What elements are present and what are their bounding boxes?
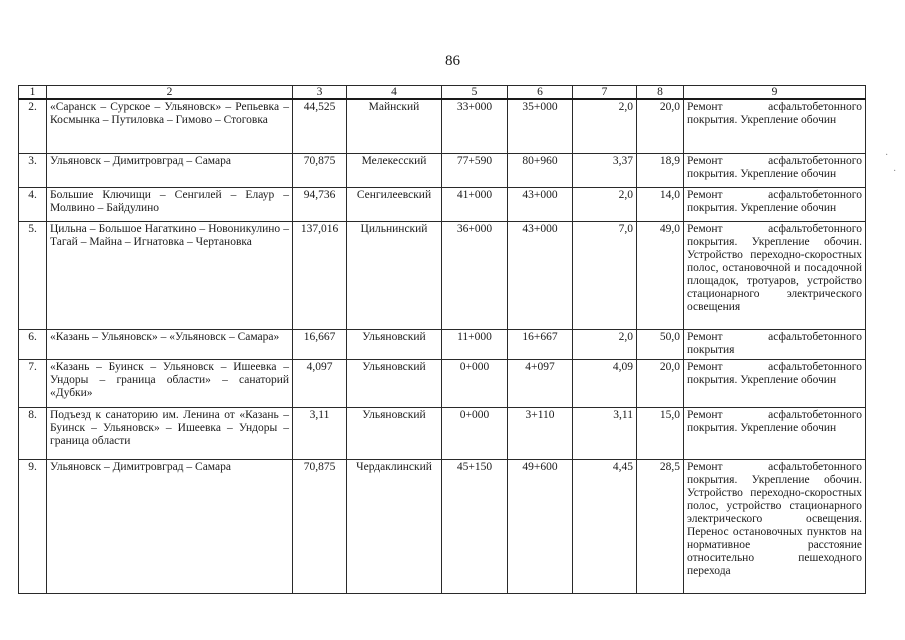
- section-length: 2,0: [573, 99, 637, 153]
- scan-mark: ·: [893, 166, 897, 177]
- header-cell-4: 4: [347, 86, 442, 100]
- end-km: 43+000: [508, 187, 573, 221]
- road-length: 16,667: [293, 329, 347, 359]
- section-value: 14,0: [637, 187, 684, 221]
- road-length: 70,875: [293, 459, 347, 593]
- road-length: 44,525: [293, 99, 347, 153]
- row-number: 4.: [19, 187, 47, 221]
- table-row: [19, 187, 866, 221]
- row-number: 2.: [19, 99, 47, 153]
- section-value: 20,0: [637, 99, 684, 153]
- road-length: 3,11: [293, 407, 347, 459]
- road-length: 94,736: [293, 187, 347, 221]
- works-description: Ремонт асфальтобетонного покрытия. Укрепление обочин: [684, 407, 866, 459]
- road-name: «Казань – Ульяновск» – «Ульяновск – Самара»: [47, 329, 293, 359]
- works-description: Ремонт асфальтобетонного покрытия. Укрепление обочин: [684, 359, 866, 407]
- section-value: 20,0: [637, 359, 684, 407]
- table-row: [19, 407, 866, 459]
- district: Цильнинский: [347, 221, 442, 329]
- road-name: Цильна – Большое Нагаткино – Новоникулино – Тагай – Майна – Игнатовка – Чертановка: [47, 221, 293, 329]
- table-row: [19, 99, 866, 153]
- end-km: 35+000: [508, 99, 573, 153]
- district: Ульяновский: [347, 407, 442, 459]
- road-name: Ульяновск – Димитровград – Самара: [47, 153, 293, 187]
- end-km: 4+097: [508, 359, 573, 407]
- works-description: Ремонт асфальтобетонного покрытия: [684, 329, 866, 359]
- header-cell-1: 1: [19, 86, 47, 100]
- header-cell-5: 5: [442, 86, 508, 100]
- section-length: 2,0: [573, 187, 637, 221]
- start-km: 33+000: [442, 99, 508, 153]
- scan-mark: ·: [885, 150, 889, 161]
- row-number: 7.: [19, 359, 47, 407]
- start-km: 36+000: [442, 221, 508, 329]
- header-cell-7: 7: [573, 86, 637, 100]
- table-row: [19, 153, 866, 187]
- section-value: 15,0: [637, 407, 684, 459]
- row-number: 8.: [19, 407, 47, 459]
- section-length: 7,0: [573, 221, 637, 329]
- district: Мелекесский: [347, 153, 442, 187]
- district: Майнский: [347, 99, 442, 153]
- section-length: 4,09: [573, 359, 637, 407]
- works-description: Ремонт асфальтобетонного покрытия. Укрепление обочин. Устройство переходно-скоростных полос, остановочной и посадочной площадок, тротуаров, устройство стационарного электрического освещения: [684, 221, 866, 329]
- district: Сенгилеевский: [347, 187, 442, 221]
- header-cell-8: 8: [637, 86, 684, 100]
- end-km: 16+667: [508, 329, 573, 359]
- district: Ульяновский: [347, 329, 442, 359]
- section-length: 3,11: [573, 407, 637, 459]
- road-name: Подъезд к санаторию им. Ленина от «Казань – Буинск – Ульяновск» – Ишеевка – Ундоры – граница области: [47, 407, 293, 459]
- header-row: [19, 86, 866, 100]
- works-description: Ремонт асфальтобетонного покрытия. Укрепление обочин: [684, 187, 866, 221]
- page-number: 86: [445, 53, 460, 69]
- header-cell-2: 2: [47, 86, 293, 100]
- section-value: 49,0: [637, 221, 684, 329]
- start-km: 77+590: [442, 153, 508, 187]
- road-name: «Казань – Буинск – Ульяновск – Ишеевка – Ундоры – граница области» – санаторий «Дубки»: [47, 359, 293, 407]
- end-km: 80+960: [508, 153, 573, 187]
- section-value: 28,5: [637, 459, 684, 593]
- district: Ульяновский: [347, 359, 442, 407]
- road-length: 4,097: [293, 359, 347, 407]
- table-row: [19, 459, 866, 593]
- section-length: 2,0: [573, 329, 637, 359]
- row-number: 5.: [19, 221, 47, 329]
- district: Чердаклинский: [347, 459, 442, 593]
- road-length: 137,016: [293, 221, 347, 329]
- section-length: 3,37: [573, 153, 637, 187]
- start-km: 0+000: [442, 407, 508, 459]
- start-km: 11+000: [442, 329, 508, 359]
- road-name: Ульяновск – Димитровград – Самара: [47, 459, 293, 593]
- start-km: 41+000: [442, 187, 508, 221]
- header-cell-9: 9: [684, 86, 866, 100]
- works-description: Ремонт асфальтобетонного покрытия. Укрепление обочин. Устройство переходно-скоростных полос, устройство стационарного электрического освещения. Перенос остановочных пунктов на нормативное расстояние относительно пешеходного перехода: [684, 459, 866, 593]
- table-row: [19, 359, 866, 407]
- start-km: 45+150: [442, 459, 508, 593]
- table-row: [19, 221, 866, 329]
- start-km: 0+000: [442, 359, 508, 407]
- section-value: 50,0: [637, 329, 684, 359]
- end-km: 3+110: [508, 407, 573, 459]
- works-description: Ремонт асфальтобетонного покрытия. Укрепление обочин: [684, 99, 866, 153]
- end-km: 49+600: [508, 459, 573, 593]
- end-km: 43+000: [508, 221, 573, 329]
- row-number: 3.: [19, 153, 47, 187]
- road-name: «Саранск – Сурское – Ульяновск» – Репьевка – Космынка – Путиловка – Гимово – Стоговка: [47, 99, 293, 153]
- header-cell-6: 6: [508, 86, 573, 100]
- works-description: Ремонт асфальтобетонного покрытия. Укрепление обочин: [684, 153, 866, 187]
- road-name: Большие Ключищи – Сенгилей – Елаур – Молвино – Байдулино: [47, 187, 293, 221]
- road-length: 70,875: [293, 153, 347, 187]
- row-number: 6.: [19, 329, 47, 359]
- table-row: [19, 329, 866, 359]
- section-value: 18,9: [637, 153, 684, 187]
- roads-table: [18, 85, 866, 594]
- header-cell-3: 3: [293, 86, 347, 100]
- row-number: 9.: [19, 459, 47, 593]
- section-length: 4,45: [573, 459, 637, 593]
